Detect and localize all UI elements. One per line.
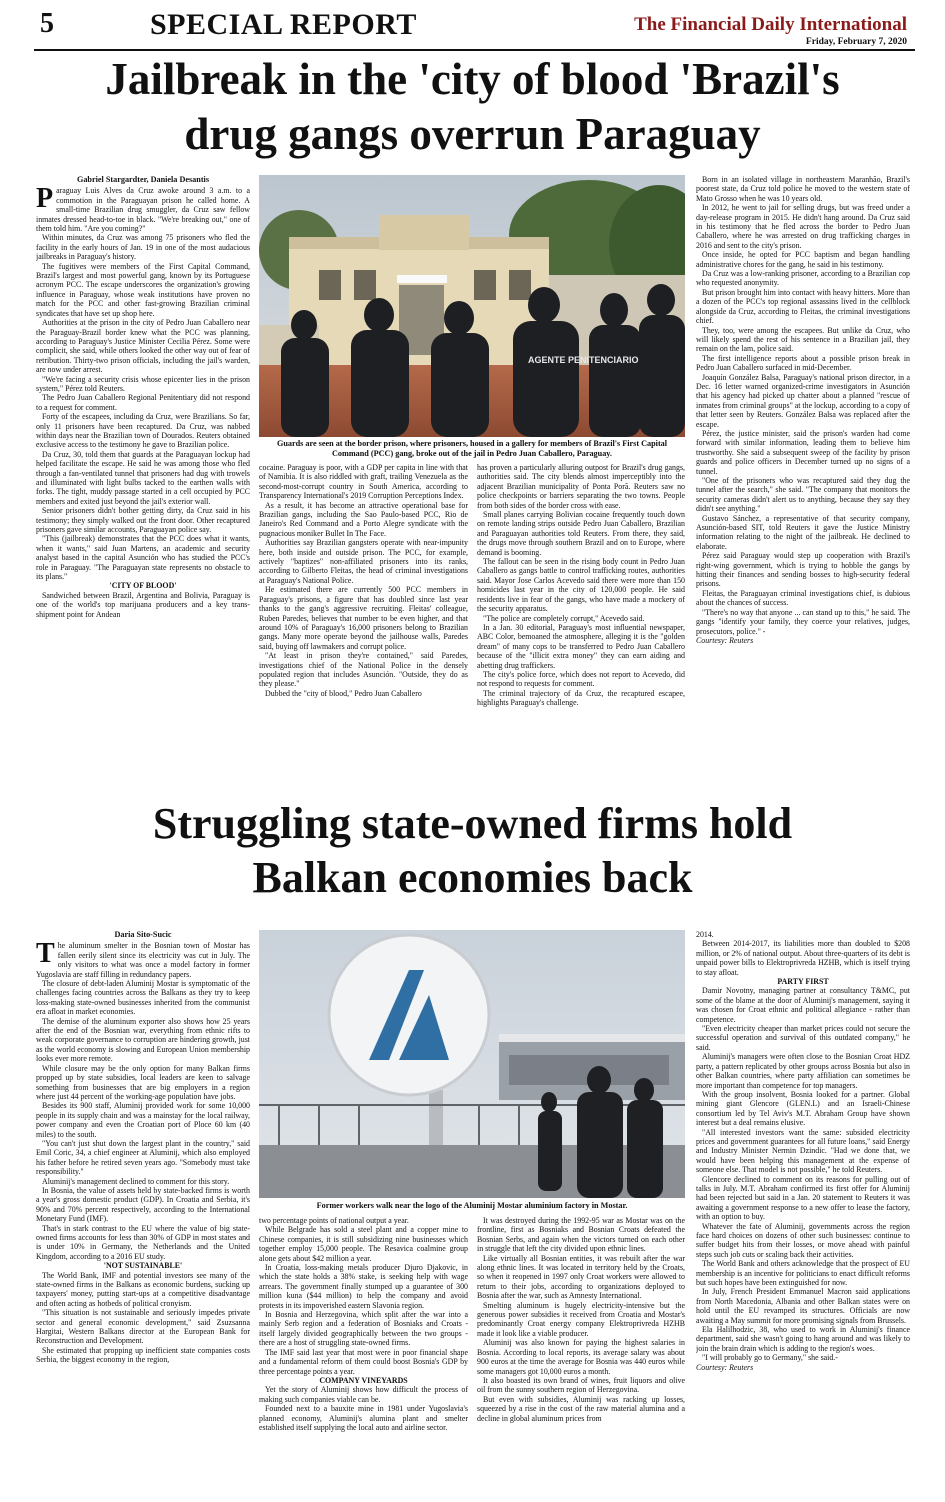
- paragraph: Aluminij's management declined to comment for this story.: [42, 1176, 230, 1186]
- story1-courtesy: Courtesy: Reuters: [696, 635, 754, 645]
- paragraph: While closure may be the only option for many Balkan firms propped up by state subsidies, local leaders are keen to salvage something from businesses that are big employers in a region where just 44 percent of the working-age population have jobs.: [36, 1063, 250, 1101]
- paragraph: "This situation is not sustainable and seriously impedes private sector and general economic development," said Zsuzsanna Hargitai, Western Balkans director at the European Bank for Reconstruction and Development.: [36, 1308, 250, 1346]
- story1-caption: Guards are seen at the border prison, where prisoners, housed in a gallery for members of Brazil's First Capital Command (PCC) gang, broke out of the jail in Pedro Juan Caballero, Paraguay.: [276, 439, 668, 458]
- story2-caption: Former workers walk near the logo of the Aluminij Mostar aluminium factory in Mostar.: [316, 1201, 628, 1210]
- paragraph: She estimated that propping up inefficient state companies costs Serbia, the biggest economy in the region,: [36, 1345, 250, 1365]
- paragraph: Small planes carrying Bolivian cocaine frequently touch down on remote landing strips outside Pedro Juan Caballero, Brazilian and Paraguayan authorities told Reuters. From there, they said, the drugs move through southern Brazil and on to Europe, where demand is booming.: [477, 510, 685, 557]
- paragraph: In July, French President Emmanuel Macron said applications from North Macedonia, Albania and other Balkan states were on hold until the EU revamped its structures. Officials are now awaiting a May summit for more promising signals from Brussels.: [696, 1287, 910, 1325]
- story2-dropcap: T: [36, 938, 55, 970]
- paragraph: In a Jan. 30 editorial, Paraguay's most influential newspaper, ABC Color, bemoaned the atmosphere, alleging it is the "golden dream" of many cops to be transferred to Pedro Juan Caballero because of the "illicit extra money" they can earn aiding and abetting drug traffickers.: [477, 622, 685, 670]
- paragraph: In Bosnia, the value of assets held by state-backed firms is worth a year's gross domestic product (GDP). In Croatia and Serbia, it's 90% and 70% percent respectively, according to the International Monetary Fund (IMF).: [36, 1185, 250, 1224]
- paragraph: Pérez, the justice minister, said the prison's warden had come forward with similar information, leading them to believe him trustworthy. She said a subsequent sweep of the facility by prison guards and police officers in December turned up no signs of a tunnel.: [696, 428, 910, 476]
- paragraph: While Belgrade has sold a steel plant and a copper mine to Chinese companies, it is still subsidizing nine businesses which together employ 15,000 people. The Resavica coalmine group alone gets about $42 million a year.: [259, 1225, 468, 1263]
- paragraph: araguay Luis Alves da Cruz awoke around 3 a.m. to a commotion in the Paraguayan prison he called home. A small-time Brazilian drug smuggler, da Cruz saw fellow inmates dressed head-to-toe in black. "We're breaking out," one of them told him. "Are you coming?": [36, 186, 250, 234]
- header-rule: [34, 49, 915, 51]
- paragraph: 2014.: [696, 930, 714, 939]
- story1-headline-line1: Jailbreak in the 'city of blood 'Brazil's: [105, 54, 840, 104]
- newspaper-name: The Financial Daily International: [634, 14, 907, 35]
- paragraph: Glencore declined to comment on its reasons for pulling out of talks in July. M.T. Abraham confirmed its first offer for Aluminij had been rejected but said in a Jan. 20 statement to Reuters it was awaiting a government response to a new offer to lease the factory, with an option to buy.: [696, 1174, 910, 1222]
- paragraph: two percentage points of national output a year.: [259, 1216, 409, 1225]
- paragraph: But prison brought him into contact with heavy hitters. More than a dozen of the PCC's top regional assassins lived in the cellblock alongside da Cruz, according to Fleitas, the criminal investigations chief.: [696, 287, 910, 326]
- story2-column-1: [36, 930, 250, 1498]
- paragraph: "We're facing a security crisis whose epicenter lies in the prison system," Pérez told Reuters.: [36, 374, 250, 393]
- story2-headline-line1: Struggling state-owned firms hold: [152, 799, 793, 848]
- paragraph: The World Bank and others acknowledge that the prospect of EU membership is an incentive for politicians to enact difficult reforms but such hopes have been extinguished for now.: [696, 1259, 910, 1288]
- paragraph: "The police are completely corrupt," Acevedo said.: [483, 613, 645, 623]
- story1-byline: Gabriel Stargardter, Daniela Desantis: [76, 175, 210, 184]
- paragraph: "Even electricity cheaper than market prices could not secure the successful operation and survival of this outdated company," he said.: [696, 1024, 910, 1052]
- paragraph: With the group insolvent, Bosnia looked for a partner. Global mining giant Glencore (GLEN.L) and an Israeli-Chinese consortium led by Tel Aviv's M.T. Abraham Group have shown interest but a deal remains elusive.: [696, 1089, 910, 1128]
- story1-column-3: [477, 463, 685, 795]
- paragraph: Gustavo Sánchez, a representative of that security company, Asunción-based SIT, told Reuters it gave the Justice Ministry information relating to the night of the jailbreak. He declined to elaborate.: [696, 513, 910, 551]
- paragraph: In Croatia, loss-making metals producer Djuro Djakovic, in which the state holds a 38% stake, is seeking help with wage arrears. The government finally stumped up a guarantee of 300 million kuna ($44 million) to help the company and avoid protests in its impoverished eastern Slavonia region.: [259, 1263, 468, 1310]
- paragraph: has proven a particularly alluring outpost for Brazil's drug gangs, authorities said. The city blends almost imperceptibly into the adjacent Brazilian municipality of Ponta Porã. Reuters saw no police checkpoints or barriers separating the two towns. People from both sides of the border cross with ease.: [477, 463, 685, 510]
- paragraph: Aluminij was also known for paying the highest salaries in Bosnia. According to local reports, its average salary was about 900 euros at the time the average for Bosnia was 440 euros while some managers got 10,000 euros a month.: [477, 1338, 685, 1376]
- story2-subhead-3: PARTY FIRST: [777, 977, 829, 987]
- paragraph: The fallout can be seen in the rising body count in Pedro Juan Caballero as gangs battle to control trafficking routes, authorities said. Mayor Jose Carlos Acevedo said there were more than 150 homicides last year in the city of 120,000 people. He said residents live in fear of the gangs, who have made a mockery of the security apparatus.: [477, 557, 685, 614]
- story2-headline-line2: Balkan economies back: [252, 852, 693, 902]
- paragraph: Damir Novotny, managing partner at consultancy T&MC, put some of the blame at the door of Aluminij's management, saying it was chosen for Croat ethnic and political allegiance - rather than competence.: [696, 986, 910, 1024]
- paragraph: Da Cruz, 30, told them that guards at the Paraguayan lockup had helped facilitate the escape. He said he was among those who fled through a fan-ventilated tunnel that prisoners had dug with trowels and illuminated with light bulbs tacked to the earthen walls with forks. The tight, muddy passage started in a cell occupied by PCC members and exited just beyond the jail's exterior wall.: [36, 449, 250, 506]
- paragraph: Sandwiched between Brazil, Argentina and Bolivia, Paraguay is one of the world's top marijuana producers and a key trans-shipment point for Andean: [36, 590, 250, 619]
- paragraph: he aluminum smelter in the Bosnian town of Mostar has fallen eerily silent since its electricity was cut in July. The only visitors to what was once a model factory in former Yugoslavia are staff filling in redundancy papers.: [36, 941, 250, 979]
- paragraph: Authorities at the prison in the city of Pedro Juan Caballero near the Paraguay-Brazil border knew what the PCC was planning, according to Paraguay's Justice Minister Cecilia Pérez. Some were complicit, she said, while others looked the other way out of fear of retribution. Thirty-two prison officials, including the jail's warden, are now under arrest.: [36, 318, 250, 375]
- paragraph: "There's no way that anyone ... can stand up to this," he said. The gangs "identify your family, they coerce your relatives, judges, prosecutors, police." -: [696, 607, 910, 636]
- paragraph: In 2012, he went to jail for selling drugs, but was freed under a day-release program in 2015. He didn't hang around. Da Cruz said in his testimony that he fled across the border to Pedro Juan Caballero, where he was arrested on drug trafficking charges in 2016 and sent to the city's prison.: [696, 203, 910, 250]
- paragraph: The fugitives were members of the First Capital Command, Brazil's largest and most powerful gang, known by its Portuguese acronym PCC. The escape underscores the organization's growing influence in Paraguay, whose weak institutions have proven no match for the PCC and other fast-growing Brazilian criminal syndicates that have set up shop here.: [36, 261, 250, 318]
- paragraph: In Bosnia and Herzegovina, which split after the war into a mainly Serb region and a federation of Bosniaks and Croats - itself largely divided geographically between the two groups - there are a host of struggling state-owned firms.: [259, 1310, 468, 1348]
- paragraph: Da Cruz was a low-ranking prisoner, according to a Brazilian cop who requested anonymity.: [696, 269, 910, 288]
- paragraph: Joaquín González Balsa, Paraguay's national prison director, in a Dec. 16 letter warned organized-crime investigators in Asunción that his agency had picked up chatter about a planned "rescue of inmates from criminal groups" at the lockup, according to a copy of that letter seen by Reuters. González Balsa was replaced after the escape.: [696, 372, 910, 429]
- paragraph: Fleitas, the Paraguayan criminal investigations chief, is dubious about the chances of success.: [696, 588, 910, 608]
- agente-patch-text: AGENTE PENITENCIARIO: [528, 355, 639, 365]
- paragraph: They, too, were among the escapees. But unlike da Cruz, who will likely spend the rest of his sentence in a Brazilian jail, they remain on the lam, police said.: [696, 325, 910, 354]
- paragraph: The World Bank, IMF and potential investors see many of the state-owned firms in the Balkans as economic burdens, sucking up taxpayers' money, putting start-ups at a competitive disadvantage and often acting as hotbeds of political cronyism.: [36, 1270, 250, 1308]
- paragraph: Besides its 900 staff, Aluminij provided work for some 10,000 people in its supply chain and was a mainstay for the local railway, power company and even the Croatian port of Ploce 60 km (40 miles) to the south.: [36, 1101, 250, 1139]
- aluminij-photo: [259, 930, 685, 1198]
- paragraph: The closure of debt-laden Aluminij Mostar is symptomatic of the challenges facing countries across the Balkans as they try to keep loss-making state-owned businesses inherited from the communist era afloat in market economies.: [36, 979, 250, 1017]
- paragraph: "One of the prisoners who was recaptured said they dug the tunnel after the search," she said. "The company that monitors the security cameras didn't alert us to anything, because they say they didn't see anything.": [696, 476, 910, 514]
- paragraph: The IMF said last year that most were in poor financial shape and a fundamental reform of them could boost Bosnia's GDP by three percentage points a year.: [259, 1347, 468, 1376]
- story2-headline: [20, 797, 925, 904]
- paragraph: "At least in prison they're contained," said Paredes, investigations chief of the National Police in the densely populated region that includes Asunción. "Outside, they do as they please.": [259, 651, 468, 689]
- story1-column-4: [696, 175, 910, 795]
- paragraph: Forty of the escapees, including da Cruz, were Brazilians. So far, only 11 prisoners have been recaptured. Da Cruz, was nabbed within days near the Brazilian town of Dourados. Reuters obtained exclusive access to the testimony he gave to Brazilian police.: [36, 412, 250, 450]
- paragraph: Authorities say Brazilian gangsters operate with near-impunity here, both inside and outside prison. The PCC, for example, actively "baptizes" non-affiliated prisoners into its ranks, according to Gilberto Fleitas, the head of criminal investigations at Paraguay's National Police.: [259, 538, 468, 585]
- paragraph: But even with subsidies, Aluminij was racking up losses, squeezed by a rise in the cost of the raw material alumina and a decline in global aluminum prices from: [477, 1394, 685, 1423]
- paragraph: The Pedro Juan Caballero Regional Penitentiary did not respond to a request for comment.: [36, 393, 250, 412]
- paragraph: The criminal trajectory of da Cruz, the recaptured escapee, highlights Paraguay's challenge.: [477, 688, 685, 708]
- section-title: SPECIAL REPORT: [150, 8, 417, 41]
- issue-date: Friday, February 7, 2020: [805, 37, 907, 47]
- story2-byline: Daria Sito-Sucic: [114, 930, 172, 939]
- paragraph: Dubbed the "city of blood," Pedro Juan Caballero: [265, 688, 422, 698]
- page-number: 5: [40, 8, 54, 39]
- story2-column-3: [477, 1216, 685, 1498]
- paragraph: The first intelligence reports about a possible prison break in Pedro Juan Caballero surfaced in mid-December.: [696, 353, 910, 373]
- story1-column-1: [36, 175, 250, 795]
- story2-column-2: [259, 1216, 468, 1498]
- paragraph: Aluminij's managers were often close to the Bosnian Croat HDZ party, a pattern replicated by other groups across Bosnia but also in other Balkan countries, where party affiliation can sometimes be more important than competence for top managers.: [696, 1052, 910, 1090]
- paragraph: Born in an isolated village in northeastern Maranhão, Brazil's poorest state, da Cruz told police he moved to the western state of Mato Grosso when he was 10 years old.: [696, 175, 910, 203]
- paragraph: Ela Halilhodzic, 38, who used to work in Aluminij's finance department, said she wasn't going to hang around and was likely to join the brain drain which is adding to the region's woes.: [696, 1325, 910, 1353]
- paragraph: The demise of the aluminum exporter also shows how 25 years after the end of the Bosnian war, everything from ethnic rifts to weak corporate governance to corruption are hindering growth, just as the world economy is slowing and European Union membership looks ever more remote.: [36, 1016, 250, 1064]
- paragraph: "This (jailbreak) demonstrates that the PCC does what it wants, when it wants," said Juan Martens, an academic and security analyst based in the capital Asunción who has studied the PCC's role in Paraguay. "The Paraguayan state represents no obstacle to its plans.": [36, 534, 250, 582]
- story1-subhead: 'CITY OF BLOOD': [109, 581, 177, 591]
- paragraph: Between 2014-2017, its liabilities more than doubled to $208 million, or 2% of national output. About three-quarters of its debt is unpaid power bills to Elektroprivreda HZHB, which is itself trying to stay afloat.: [696, 939, 910, 977]
- story2-subhead-2: COMPANY VINEYARDS: [319, 1375, 408, 1385]
- paragraph: Pérez said Paraguay would step up cooperation with Brazil's right-wing government, which is trying to hobble the gangs by hitting their finances and sending bosses to high-security federal prisons.: [696, 551, 910, 589]
- prison-photo: [259, 175, 685, 437]
- paragraph: It also boasted its own brand of wines, fruit liquors and olive oil from the sunny southern region of Herzegovina.: [477, 1375, 685, 1395]
- paragraph: Senior prisoners didn't bother getting dirty, da Cruz said in his testimony; they simply walked out the front door. Other recaptured prisoners gave similar accounts, Paraguayan police say.: [36, 506, 250, 535]
- story1-headline: [20, 52, 925, 162]
- paragraph: As a result, it has become an attractive operational base for Brazilian gangs, including the Sao Paulo-based PCC, Rio de Janeiro's Red Command and a Porto Alegre syndicate with the pugnacious moniker Bullet In The Face.: [259, 500, 468, 538]
- paragraph: Founded next to a bauxite mine in 1981 under Yugoslavia's planned economy, Aluminij's alumina plant and smelter established itself supplying the local auto and airline sector.: [259, 1404, 468, 1432]
- paragraph: Smelting aluminum is hugely electricity-intensive but the generous power subsidies it received from Croatia and Mostar's predominantly Croat energy company Elektroprivreda HZHB made it look like a viable producer.: [477, 1300, 685, 1338]
- paragraph: Whatever the fate of Aluminij, governments across the region face hard choices on dozens of other such businesses: continue to suffer budget hits from their losses, or move ahead with painful steps such job cuts or scaling back their activities.: [696, 1221, 910, 1259]
- paragraph: It was destroyed during the 1992-95 war as Mostar was on the frontline, first as Bosniaks and Bosnian Croats defeated the Bosnian Serbs, and again when the victors turned on each other in struggle that left the city divided upon ethnic lines.: [477, 1216, 685, 1254]
- paragraph: That's in stark contrast to the EU where the value of big state-owned firms accounts for less than 30% of GDP in most states and is under 10% in Germany, the Netherlands and the United Kingdom, according to a 2016 EU study.: [36, 1223, 250, 1261]
- paragraph: Within minutes, da Cruz was among 75 prisoners who fled the facility in the early hours of Jan. 19 in one of the most audacious jailbreaks in Paraguay's history.: [36, 233, 250, 262]
- story2-subhead-1: 'NOT SUSTAINABLE': [103, 1261, 183, 1271]
- paragraph: Like virtually all Bosnian entities, it was rebuilt after the war along ethnic lines. It was located in territory held by the Croats, so when it reopened in 1997 only Croat workers were allowed to return to their jobs, according to organizations deployed to Bosnia after the war, such as Amnesty International.: [477, 1253, 685, 1301]
- paragraph: He estimated there are currently 500 PCC members in Paraguay's prisons, a figure that has doubled since last year thanks to the gang's aggressive recruiting. Fleitas' colleague, Ruben Paredes, believes that number to be even higher, and that around 10% of Paraguay's 16,000 prisoners belong to Brazilian gangs. Many more operate beyond the jailhouse walls, Paredes said, buying off lawmakers and corrupt police.: [259, 585, 468, 651]
- story1-dropcap: P: [36, 183, 54, 215]
- story1-headline-line2: drug gangs overrun Paraguay: [184, 108, 761, 159]
- paragraph: "All interested investors want the same: subsided electricity prices and government guarantees for all future loans," said Energy and Industry Minister Nermin Dzindic. "Had we done that, we would have been helping this management at the expense of someone else. That model is not possible," he told Reuters.: [696, 1127, 910, 1175]
- paragraph: cocaine. Paraguay is poor, with a GDP per capita in line with that of Namibia. It is also riddled with graft, trailing Venezuela as the second-most-corrupt country in South America, according to Transparency International's 2019 Corruption Perceptions Index.: [259, 463, 468, 501]
- paragraph: Yet the story of Aluminij shows how difficult the process of making such companies viable can be.: [259, 1385, 468, 1404]
- story1-column-2: [259, 463, 468, 795]
- paragraph: The city's police force, which does not report to Acevedo, did not respond to requests for comment.: [477, 669, 685, 689]
- paragraph: "I will probably go to Germany," she said.-: [702, 1353, 838, 1363]
- paragraph: "You can't just shut down the largest plant in the country," said Emil Coric, 34, a chief engineer at Aluminij, which also employed his father before he retired seven years ago. "Somebody must take responsibility.": [36, 1138, 250, 1177]
- paragraph: Once inside, he opted for PCC baptism and began handling administrative chores for the gang, he said in his testimony.: [696, 250, 910, 269]
- story2-courtesy: Courtesy: Reuters: [696, 1362, 754, 1372]
- story2-column-4: [696, 930, 910, 1498]
